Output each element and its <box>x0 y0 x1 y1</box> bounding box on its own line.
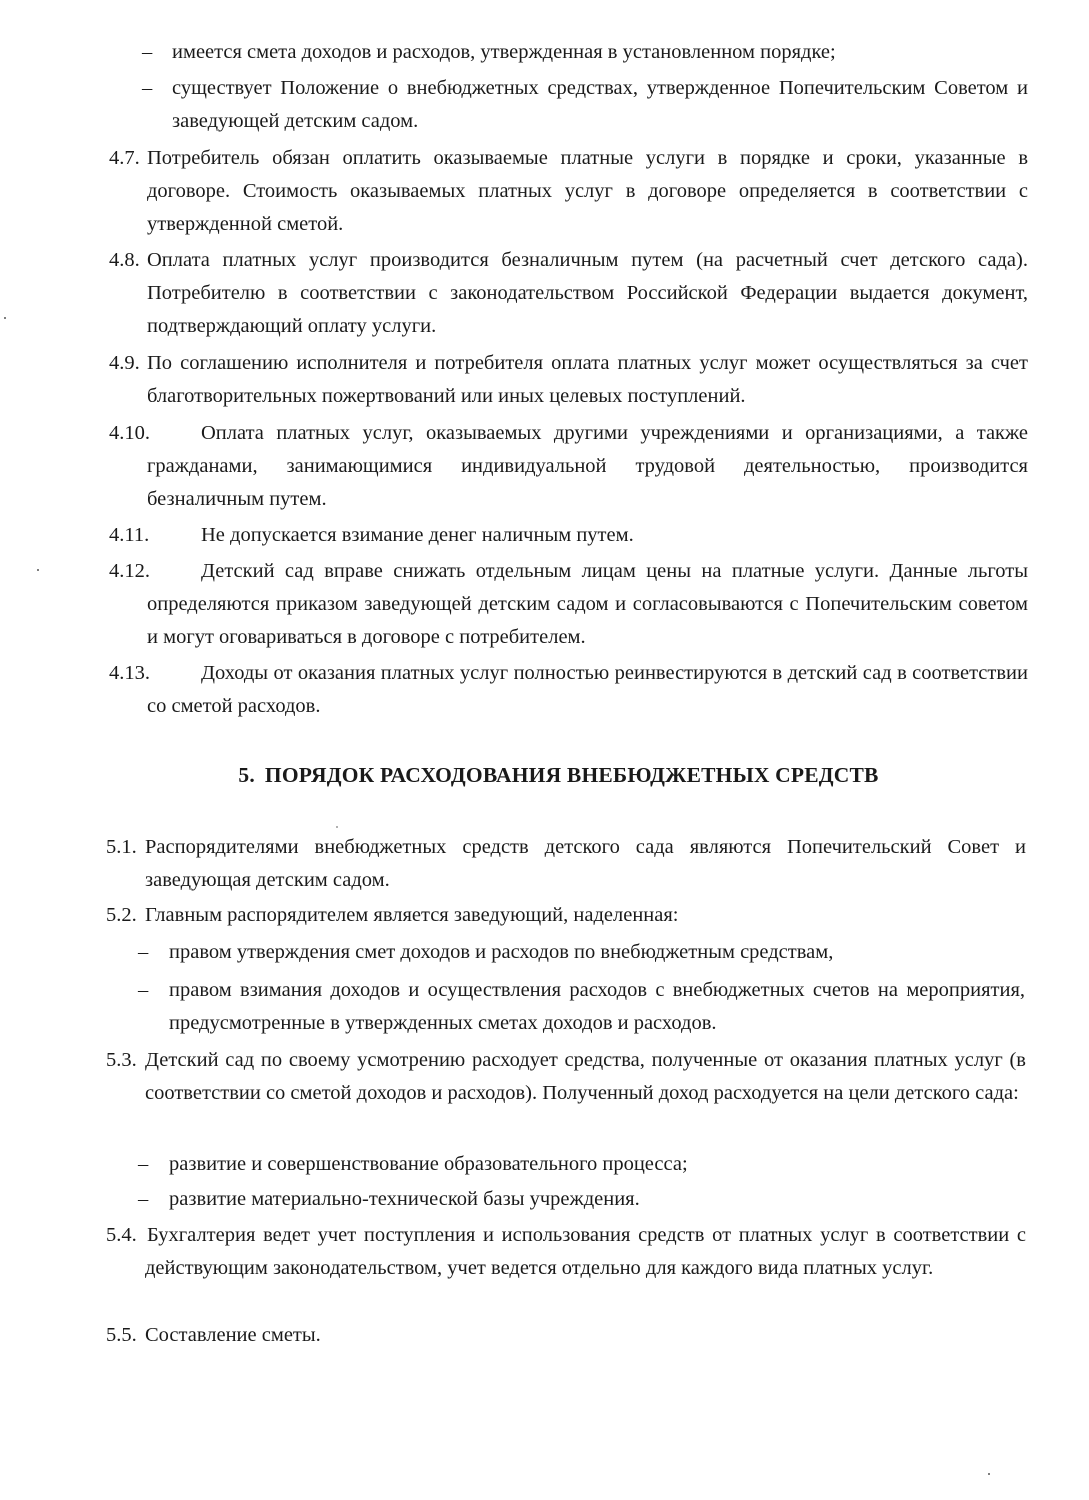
dash-marker: – <box>138 1188 149 1210</box>
paragraph-text: Детский сад по своему усмотрению расходует средства, полученные от оказания платных услуг (в соответствии со сметой доходов и расходов). Полученный доход расходуется на цели детского сада: <box>145 1049 1026 1104</box>
paragraph-text: Составление сметы. <box>145 1324 321 1346</box>
item-number: 4.9. <box>109 352 140 374</box>
scan-speck <box>4 317 6 319</box>
paragraph-text: Не допускается взимание денег наличным путем. <box>201 524 634 546</box>
scan-speck <box>336 826 338 828</box>
dash-marker: – <box>142 41 153 63</box>
dash-marker: – <box>142 77 153 99</box>
paragraph-text: Детский сад вправе снижать отдельным лицам цены на платные услуги. Данные льготы определяются приказом заведующей детским садом и согласовываются с Попечительским советом и могут оговариваться в договоре с потребителем. <box>147 560 1028 648</box>
item-number: 5.1. <box>106 836 137 858</box>
item-number: 4.8. <box>109 249 140 271</box>
item-number: 5.3. <box>106 1049 137 1071</box>
paragraph-text: Главным распорядителем является заведующий, наделенная: <box>145 904 679 926</box>
item-number: 5.5. <box>106 1324 137 1346</box>
section-heading <box>0 759 1089 792</box>
item-number: 4.10. <box>109 422 150 444</box>
item-number: 4.7. <box>109 147 140 169</box>
paragraph-text: Бухгалтерия ведет учет поступления и использования средств от платных услуг в соответствии с действующим законодательством, учет ведется отдельно для каждого вида платных услуг. <box>145 1224 1026 1279</box>
list-item-text: существует Положение о внебюджетных средствах, утвержденное Попечительским Советом и заведующей детским садом. <box>172 77 1028 132</box>
scan-speck <box>37 569 39 571</box>
item-number: 5.2. <box>106 904 137 926</box>
dash-marker: – <box>138 979 149 1001</box>
list-item-text: правом утверждения смет доходов и расходов по внебюджетным средствам, <box>169 941 834 963</box>
section-title: ПОРЯДОК РАСХОДОВАНИЯ ВНЕБЮДЖЕТНЫХ СРЕДСТВ <box>264 763 879 787</box>
paragraph-text: Доходы от оказания платных услуг полностью реинвестируются в детский сад в соответствии со сметой расходов. <box>147 662 1028 717</box>
item-number: 4.12. <box>109 560 150 582</box>
list-item-text: имеется смета доходов и расходов, утвержденная в установленном порядке; <box>172 41 836 63</box>
dash-marker: – <box>138 1153 149 1175</box>
list-item-text: развитие и совершенствование образовательного процесса; <box>169 1153 688 1175</box>
list-item-text: развитие материально-технической базы учреждения. <box>169 1188 640 1210</box>
paragraph-text: По соглашению исполнителя и потребителя оплата платных услуг может осуществляться за счет благотворительных пожертвований или иных целевых поступлений. <box>147 352 1028 407</box>
paragraph-text: Оплата платных услуг производится безналичным путем (на расчетный счет детского сада). Потребителю в соответствии с законодательством Российской Федерации выдается документ, подтверждающий оплату услуги. <box>147 249 1028 337</box>
dash-marker: – <box>138 941 149 963</box>
item-number: 4.11. <box>109 524 150 546</box>
scan-speck <box>988 1473 990 1475</box>
paragraph-text: Потребитель обязан оплатить оказываемые платные услуги в порядке и сроки, указанные в договоре. Стоимость оказываемых платных услуг в договоре определяется в соответствии с утвержденной сметой. <box>147 147 1028 235</box>
paragraph-text: Распорядителями внебюджетных средств детского сада являются Попечительский Совет и заведующая детским садом. <box>145 836 1026 891</box>
item-number: 4.13. <box>109 662 150 684</box>
item-number: 5.4. <box>106 1224 137 1246</box>
section-number: 5. <box>238 763 255 787</box>
paragraph-text: Оплата платных услуг, оказываемых другими учреждениями и организациями, а также гражданами, занимающимися индивидуальной трудовой деятельностью, производится безналичным путем. <box>147 422 1028 510</box>
list-item-text: правом взимания доходов и осуществления расходов с внебюджетных счетов на мероприятия, предусмотренные в утвержденных сметах доходов и расходов. <box>169 979 1025 1034</box>
